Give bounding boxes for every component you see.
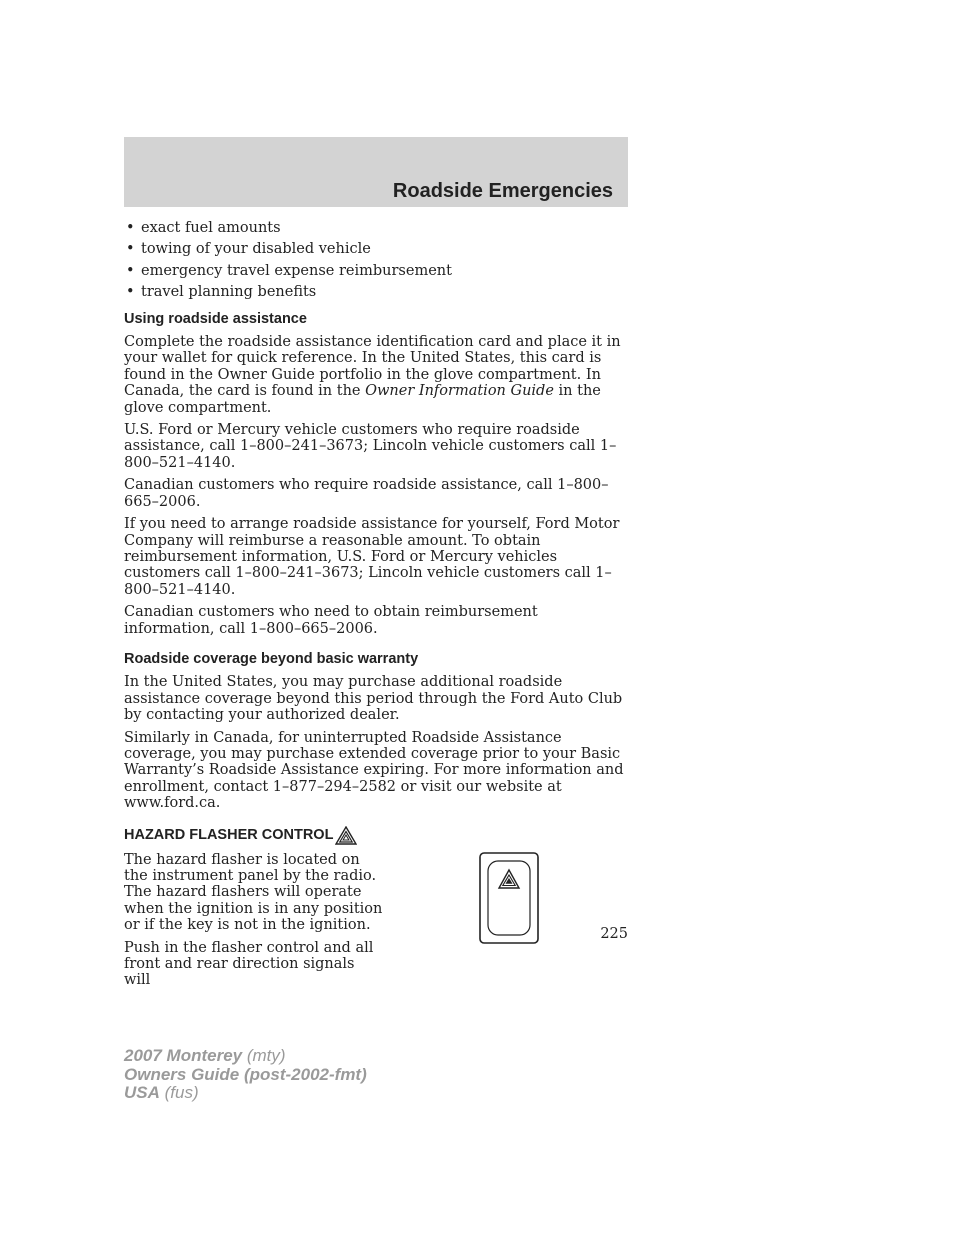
paragraph xyxy=(124,334,628,416)
list-item: • emergency travel expense reimbursement xyxy=(124,263,628,279)
list-item: • travel planning benefits xyxy=(124,284,628,300)
paragraph: Push in the flasher control and all front and rear direction signals will xyxy=(124,939,374,989)
hazard-triangle-icon xyxy=(335,826,357,845)
paragraph: Similarly in Canada, for uninterrupted Roadside Assistance coverage, you may purchase extended coverage prior to your Basic Warranty’s Roadside Assistance expiring. For more information and enrollment, contact 1–877–294–2582 or visit our website at www.ford.ca. xyxy=(124,729,624,812)
paragraph: U.S. Ford or Mercury vehicle customers who require roadside assistance, call 1–800–241–3673; Lincoln vehicle customers call 1–800–521–4140. xyxy=(124,422,617,471)
paragraph: Canadian customers who require roadside assistance, call 1–800–665–2006. xyxy=(124,477,609,510)
hazard-section xyxy=(124,852,628,989)
footer-line-model xyxy=(124,1047,367,1066)
paragraph: Canadian customers who need to obtain reimbursement information, call 1–800–665–2006. xyxy=(124,604,538,637)
paragraph: The hazard flasher is located on the instrument panel by the radio. The hazard flashers will operate when the ignition is in any position or if the key is not in the ignition. xyxy=(124,851,383,934)
hazard-flasher-button xyxy=(479,852,539,944)
document-footer xyxy=(124,1047,367,1103)
page-number: 225 xyxy=(600,926,628,942)
paragraph: In the United States, you may purchase additional roadside assistance coverage beyond this period through the Ford Auto Club by contacting your authorized dealer. xyxy=(124,674,623,724)
footer-line-guide xyxy=(124,1066,367,1085)
hazard-text-column xyxy=(124,852,384,989)
footer-region-code: (fus) xyxy=(159,1083,199,1102)
paragraph: If you need to arrange roadside assistance for yourself, Ford Motor Company will reimburse a reasonable amount. To obtain reimbursement information, U.S. Ford or Mercury vehicles customers call 1–800–241–3673; Lincoln vehicle customers call 1–800–521–4140. xyxy=(124,516,620,598)
subheading-using-roadside: Using roadside assistance xyxy=(124,310,307,327)
footer-guide: Owners Guide (post-2002-fmt) xyxy=(124,1064,367,1084)
footer-line-region xyxy=(124,1084,367,1103)
feature-bullet-list xyxy=(124,220,628,301)
page-content xyxy=(124,220,628,995)
list-item: • exact fuel amounts xyxy=(124,220,628,236)
footer-region: USA xyxy=(124,1083,160,1102)
section-title: Roadside Emergencies xyxy=(392,180,613,202)
hazard-flasher-heading xyxy=(124,826,628,845)
subheading-roadside-coverage: Roadside coverage beyond basic warranty xyxy=(124,650,419,667)
italic-title: Owner Information Guide xyxy=(365,383,554,400)
footer-model: 2007 Monterey xyxy=(124,1046,243,1065)
text-run: Complete the roadside assistance identification card and place it in your wallet for quick reference. In the United States, this card is found in the Owner Guide portfolio in the glove compartment. In Canada, the card is found in the xyxy=(124,334,621,400)
heading-text: HAZARD FLASHER CONTROL xyxy=(124,826,334,843)
footer-model-code: (mty) xyxy=(242,1046,286,1065)
list-item: • towing of your disabled vehicle xyxy=(124,241,628,257)
section-header-band xyxy=(124,137,628,207)
text-run: in the glove compartment. xyxy=(124,383,601,416)
